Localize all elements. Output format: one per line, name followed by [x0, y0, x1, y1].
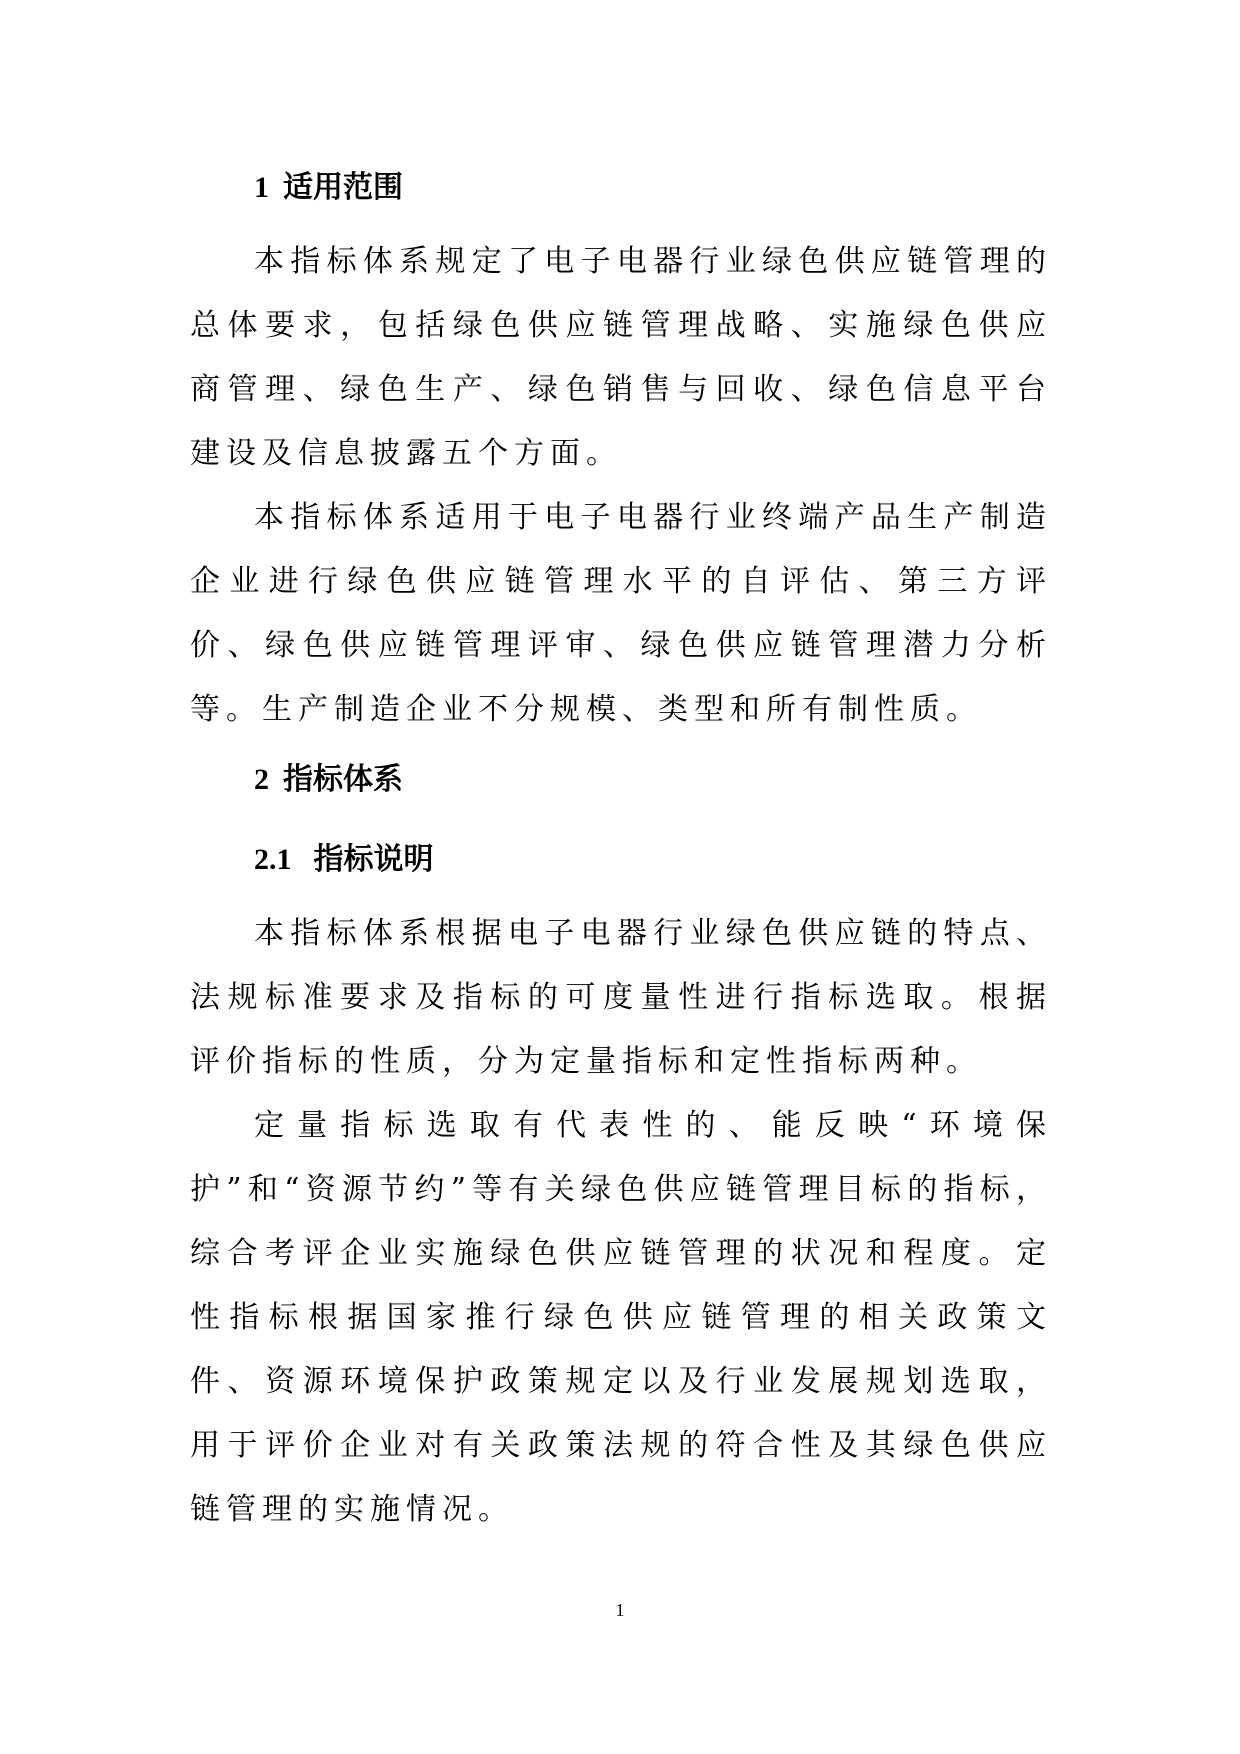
- section-2-1-paragraph-1: 本指标体系根据电子电器行业绿色供应链的特点、法规标准要求及指标的可度量性进行指标选取。根据评价指标的性质，分为定量指标和定性指标两种。: [190, 916, 1052, 1079]
- page-number: 1: [615, 1600, 625, 1620]
- section-2-1-heading: [254, 840, 434, 880]
- section-2-1-title: 指标说明: [313, 842, 434, 877]
- section-1-title: 适用范围: [283, 170, 403, 205]
- section-2-title: 指标体系: [283, 762, 403, 797]
- section-1-body: [190, 230, 1052, 742]
- section-1-paragraph-1: 本指标体系规定了电子电器行业绿色供应链管理的总体要求，包括绿色供应链管理战略、实施绿色供应商管理、绿色生产、绿色销售与回收、绿色信息平台建设及信息披露五个方面。: [190, 244, 1052, 471]
- section-1-number: 1: [254, 171, 269, 204]
- section-2-1-number: 2.1: [254, 843, 292, 876]
- section-1-heading: [254, 168, 403, 208]
- section-2-1-body: [190, 902, 1052, 1542]
- section-2-1-paragraph-2: 定量指标选取有代表性的、能反映“环境保护”和“资源节约”等有关绿色供应链管理目标的指标，综合考评企业实施绿色供应链管理的状况和程度。定性指标根据国家推行绿色供应链管理的相关政策文件、资源环境保护政策规定以及行业发展规划选取，用于评价企业对有关政策法规的符合性及其绿色供应链管理的实施情况。: [190, 1108, 1052, 1527]
- section-2-heading: [254, 760, 403, 800]
- section-1-paragraph-2: 本指标体系适用于电子电器行业终端产品生产制造企业进行绿色供应链管理水平的自评估、第三方评价、绿色供应链管理评审、绿色供应链管理潜力分析等。生产制造企业不分规模、类型和所有制性质。: [190, 500, 1052, 727]
- section-2-number: 2: [254, 763, 269, 796]
